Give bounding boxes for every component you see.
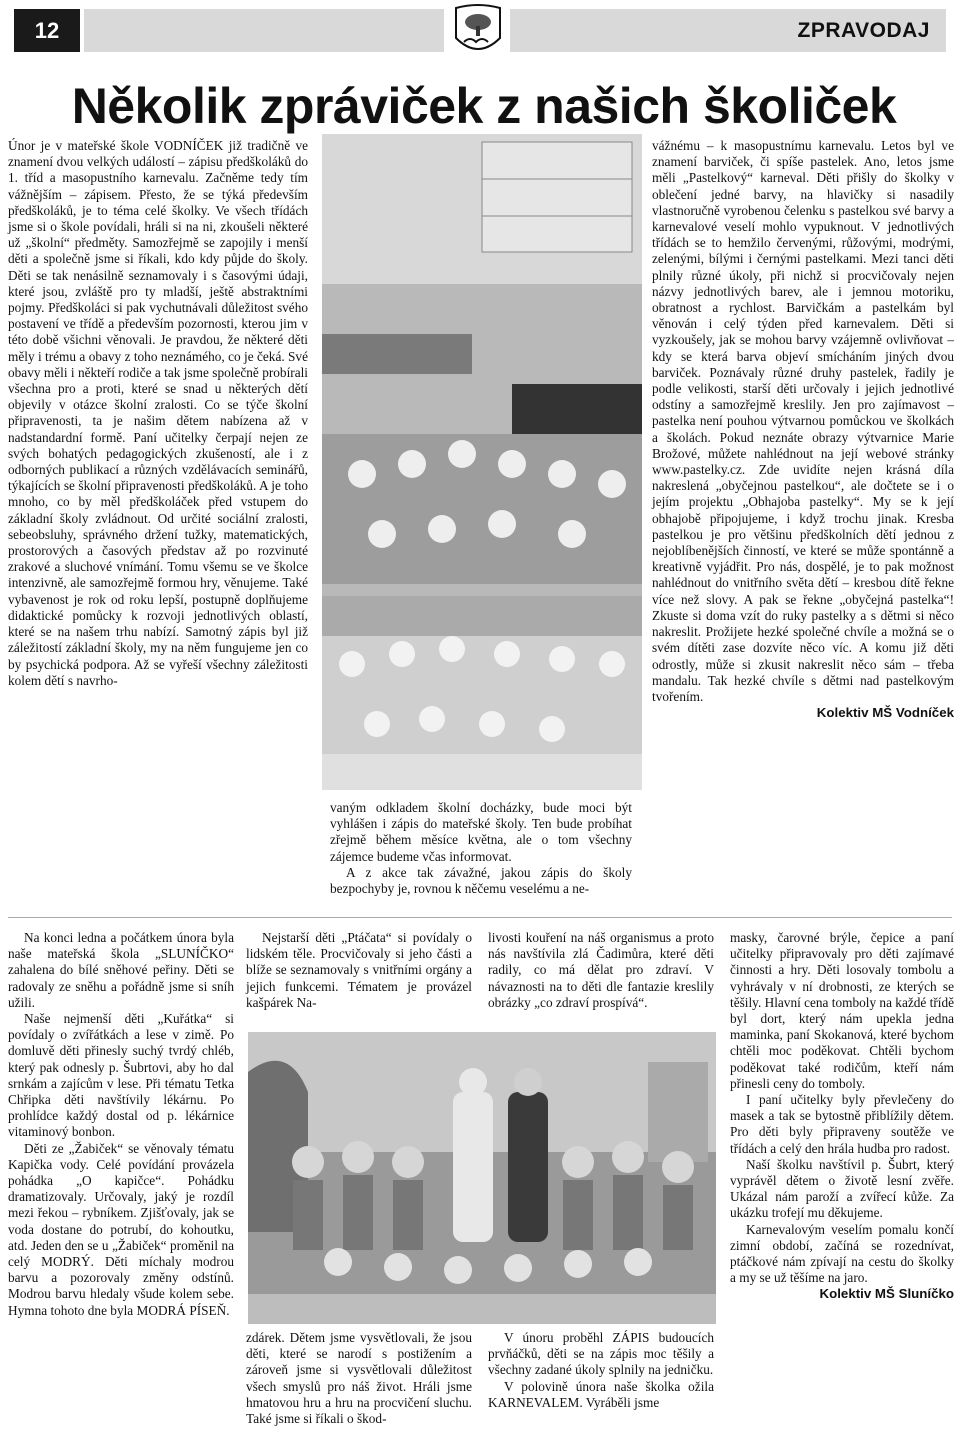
header-bar-left xyxy=(84,9,444,52)
paragraph: vážnému – k masopustnímu karnevalu. Letos byl ve znamení barviček, či spíše pastelek. Ano, letos jsme měli „Pastelkový“ karneval. Děti přišly do školky v oblečení jedné barvy, na hlavičky si nasadily vlastnoručně vyrobenou čelenku s pastelkou své barvy a karnevalové veselí mohlo vypuknout. V jednotlivých třídách se to hemžilo červenými, růžovými, modrými, zelenými, bílými i černými pastelkami. Mezi tanci děti plnily různé úkoly, při nichž si procvičovaly nejen názvy jednotlivých barev, ale i jemnou motoriku, obratnost a rychlost. Barvičkám a pastelkám byl věnován i celý týden před karnevalem. Děti si vyzkoušely, jak se mohou barvy vzájemně ovlivňovat – kdy se která barva objeví smícháním jiných dvou barviček. Poznávaly různé druhy pastelek, řadily je podle velikosti, starší děti určovaly i jejich jednotlivé odstíny a samozřejmě kreslily. Jen pro zajímavost – pastelka není pouhou výtvarnou pomůckou ve školkách a školách. Pokud neznáte obrazy výtvarnice Marie Brožové, můžete nahlédnout na její webové stránky www.pastelky.cz. Zde uvidíte nejen krásná díla nakreslená „obyčejnou pastelkou“, ale dočtete se i o jejím projektu „Obhajoba pastelky“. My se k její obhajobě připojujeme, i když trochu jinak. Kresba pastelkou je pro většinu předškolních dětí jednou z nejoblíbenějších činností, ve které se může spontánně a kreativně vyjádřit. Pro nás, dospělé, je to pak možnost nahlédnout do vnitřního světa dětí – kresbou dítě řekne více než slovy. A pak se řekne „obyčejná pastelka“! Zkuste si doma vzít do ruky pastelky a s dětmi si něco nakreslit. Prožijete hezké společné chvíle a možná se o svém dítěti zase dozvíte něco víc. A komu již děti odrostly, může si zkusit nakreslit něco sám – třeba mandalu. Tak hezké chvíle s dětmi nad pastelkovým tvořením. xyxy=(652,138,954,704)
section-title: ZPRAVODAJ xyxy=(797,19,930,42)
signature: Kolektiv MŠ Vodníček xyxy=(816,705,954,721)
paragraph: Karnevalovým veselím pomalu končí zimní období, začíná se rozednívat, ptáčkové nám zpívají na cestu do školky a my se už těšíme na jaro. xyxy=(730,1221,954,1286)
article2-column-3-top xyxy=(488,930,714,1011)
paragraph: masky, čarovné brýle, čepice a paní učitelky připravovaly pro děti zajímavé činnosti a hry. Děti losovaly tombolu a vyhrávaly v ní drobnosti, ze kterých se těšily. Hlavní cena tomboly na každé třídě byl dort, který nám upekla jedna maminka, paní Skokanová, které bychom chtěli moc poděkovat. Chtěli bychom poděkovat také rodičům, kteří nám přinesli ceny do tomboly. xyxy=(730,930,955,1091)
signature: Kolektiv MŠ Sluníčko xyxy=(819,1286,954,1302)
photo-classroom-carnival xyxy=(322,134,642,790)
article2-column-3-bottom xyxy=(488,1330,714,1411)
paragraph: vaným odkladem školní docházky, bude moci být vyhlášen i zápis do mateřské školy. Ten bude probíhat zřejmě během měsíce května, ale o tom všechny zájemce budeme včas informovat. xyxy=(330,800,632,864)
paragraph: Na konci ledna a počátkem února byla naše mateřská škola „SLUNÍČKO“ zahalena do bílé sněhové peřiny. Děti se radovaly ze sněhu a pořádně jsme si sníh užili. xyxy=(8,930,234,1010)
school-logo-icon xyxy=(452,2,504,58)
photo-carnival-group xyxy=(248,1032,716,1324)
paragraph: I paní učitelky byly převlečeny do masek a tak se bytostně přiblížily dětem. Pro děti byly připraveny soutěže ve třídách a celý den hrála hudba pro radost. xyxy=(730,1092,954,1156)
paragraph: Naší školku navštívil p. Šubrt, který vyprávěl dětem o životě lesní zvěře. Ukázal nám paroží a zvířecí kůže. Za ukázku trofejí mu děkujeme. xyxy=(730,1156,954,1221)
article1-column-left xyxy=(8,138,308,689)
paragraph: zdárek. Dětem jsme vysvětlovali, že jsou děti, které se narodí s postižením a zároveň jsme si vysvětlovali důležitost všech smyslů pro náš život. Hráli jsme hmatovou hru a hru na procvičení sluchu. Také jsme si říkali o škod- xyxy=(246,1330,472,1427)
paragraph: Naše nejmenší děti „Kuřátka“ si povídaly o zvířátkách a lese v zimě. Po domluvě děti přinesly suchý tvrdý chléb, který pak odnesly p. Šubrtovi, aby ho dal srnkám a zajícům v lese. Při tématu Tetka Chřipka děti navštívily lékárnu. Po prohlídce každý dostal od p. lékárnice vitaminový bonbon. xyxy=(8,1011,234,1140)
page-number: 12 xyxy=(14,9,80,52)
paragraph: Nejstarší děti „Ptáčata“ si povídaly o lidském těle. Procvičovaly si jeho části a blíže se seznamovaly s vnitřními orgány a jejich funkcemi. Tématem je provázel kašpárek Na- xyxy=(246,930,472,1010)
page-header xyxy=(0,0,960,62)
paragraph: V únoru proběhl ZÁPIS budoucích prvňáčků, děti se na zápis moc těšily a všechny zadané úkoly splnily na jedničku. xyxy=(488,1330,714,1378)
paragraph: A z akce tak závažné, jakou zápis do školy bezpochyby je, rovnou k něčemu veselému a ne- xyxy=(330,864,632,897)
paragraph: Únor je v mateřské škole VODNÍČEK již tradičně ve znamení dvou velkých událostí – zápisu předškoláků do 1. tříd a masopustního karnevalu. Začněme tedy tím vážnějším – zápisem. Přesto, že se týká především předškoláků, je to téma celé školky. Ve všech třídách jsme si o škole povídali, hráli si na ni, zkoušeli některé už „školní“ předměty. Samozřejmě se zapojily i menší děti a společně jsme si říkali, kdo kdy půjde do školy. Děti se tak nenásilně seznamovaly i s časovými údaji, které jsou, zvláště pro ty mladší, ještě abstraktními pojmy. Předškoláci si pak vychutnávali důležitost svého postavení ve třídě a především pozornosti, kterou jim v této době všichni věnovali. Je pravdou, že některé děti měly i trému a obavy z toho neznámého, co je čeká. Své obavy měli i někteří rodiče a tak jsme společně probírali všechna pro a proti, které se snad u některých dětí objevily v otázce školní zralosti. Co se týče školní připravenosti, ta je našim dětem nabízena až v nadstandardní formě. Paní učitelky čerpají nejen ze svých bohatých pedagogických zkušeností, ale i z odborných publikací a různých vzdělávacích seminářů, týkajících se školní připravenosti předškoláků. A je toho mnoho, co by měl předškoláček před vstupem do základní školy zvládnout. Od určité sociální zralosti, sebeobsluhy, správného držení tužky, matematických, prostorových a časových představ až po rozvinuté zrakové a sluchové vnímání. Tomu všemu se ve školce intenzivně, ale samozřejmě formou hry, věnujeme. Také vybavenost je rok od roku lepší, postupně doplňujeme didaktické pomůcky k rozvoji jednotlivých oblastí, které se na našem trhu nabízí. Samotný zápis byl již záležitostí základní školy, my na něm fungujeme jen co by psychická podpora. Až se vyřeší všechny záležitosti kolem dětí s navrho- xyxy=(8,138,308,688)
article1-column-right xyxy=(652,138,954,721)
paragraph: livosti kouření na náš organismus a proto nás navštívila zlá Čadimůra, které děti radily, co má dělat pro zdraví. V návaznosti na to děti dle fantazie kreslily obrázky „co zdraví prospívá“. xyxy=(488,930,714,1010)
article2-column-2-bottom xyxy=(246,1330,472,1427)
article2-column-4 xyxy=(730,930,954,1303)
section-divider xyxy=(8,917,952,918)
article1-column-middle xyxy=(330,800,632,897)
article-headline: Několik zpráviček z našich školiček xyxy=(71,78,897,134)
paragraph: V polovině února naše školka ožila KARNEVALEM. Vyráběli jsme xyxy=(488,1378,714,1410)
paragraph: Děti ze „Žabiček“ se věnovaly tématu Kapička vody. Celé povídání provázela pohádka „O kapičce“. Pohádku dramatizovaly. Určovaly, jaký je rozdíl mezi řekou – rybníkem. Zjišťovaly, jak se voda dostane do potrubí, do kohoutku, atd. Jeden den se u „Žabiček“ proměnil na celý MODRÝ. Děti míchaly modrou barvu a pozorovaly změny odstínů. Modrou barvu hledaly všude kolem sebe. Hymna tohoto dne byla MODRÁ PÍSEŇ. xyxy=(8,1140,234,1318)
article2-column-1 xyxy=(8,930,234,1319)
article2-column-2-top xyxy=(246,930,472,1011)
